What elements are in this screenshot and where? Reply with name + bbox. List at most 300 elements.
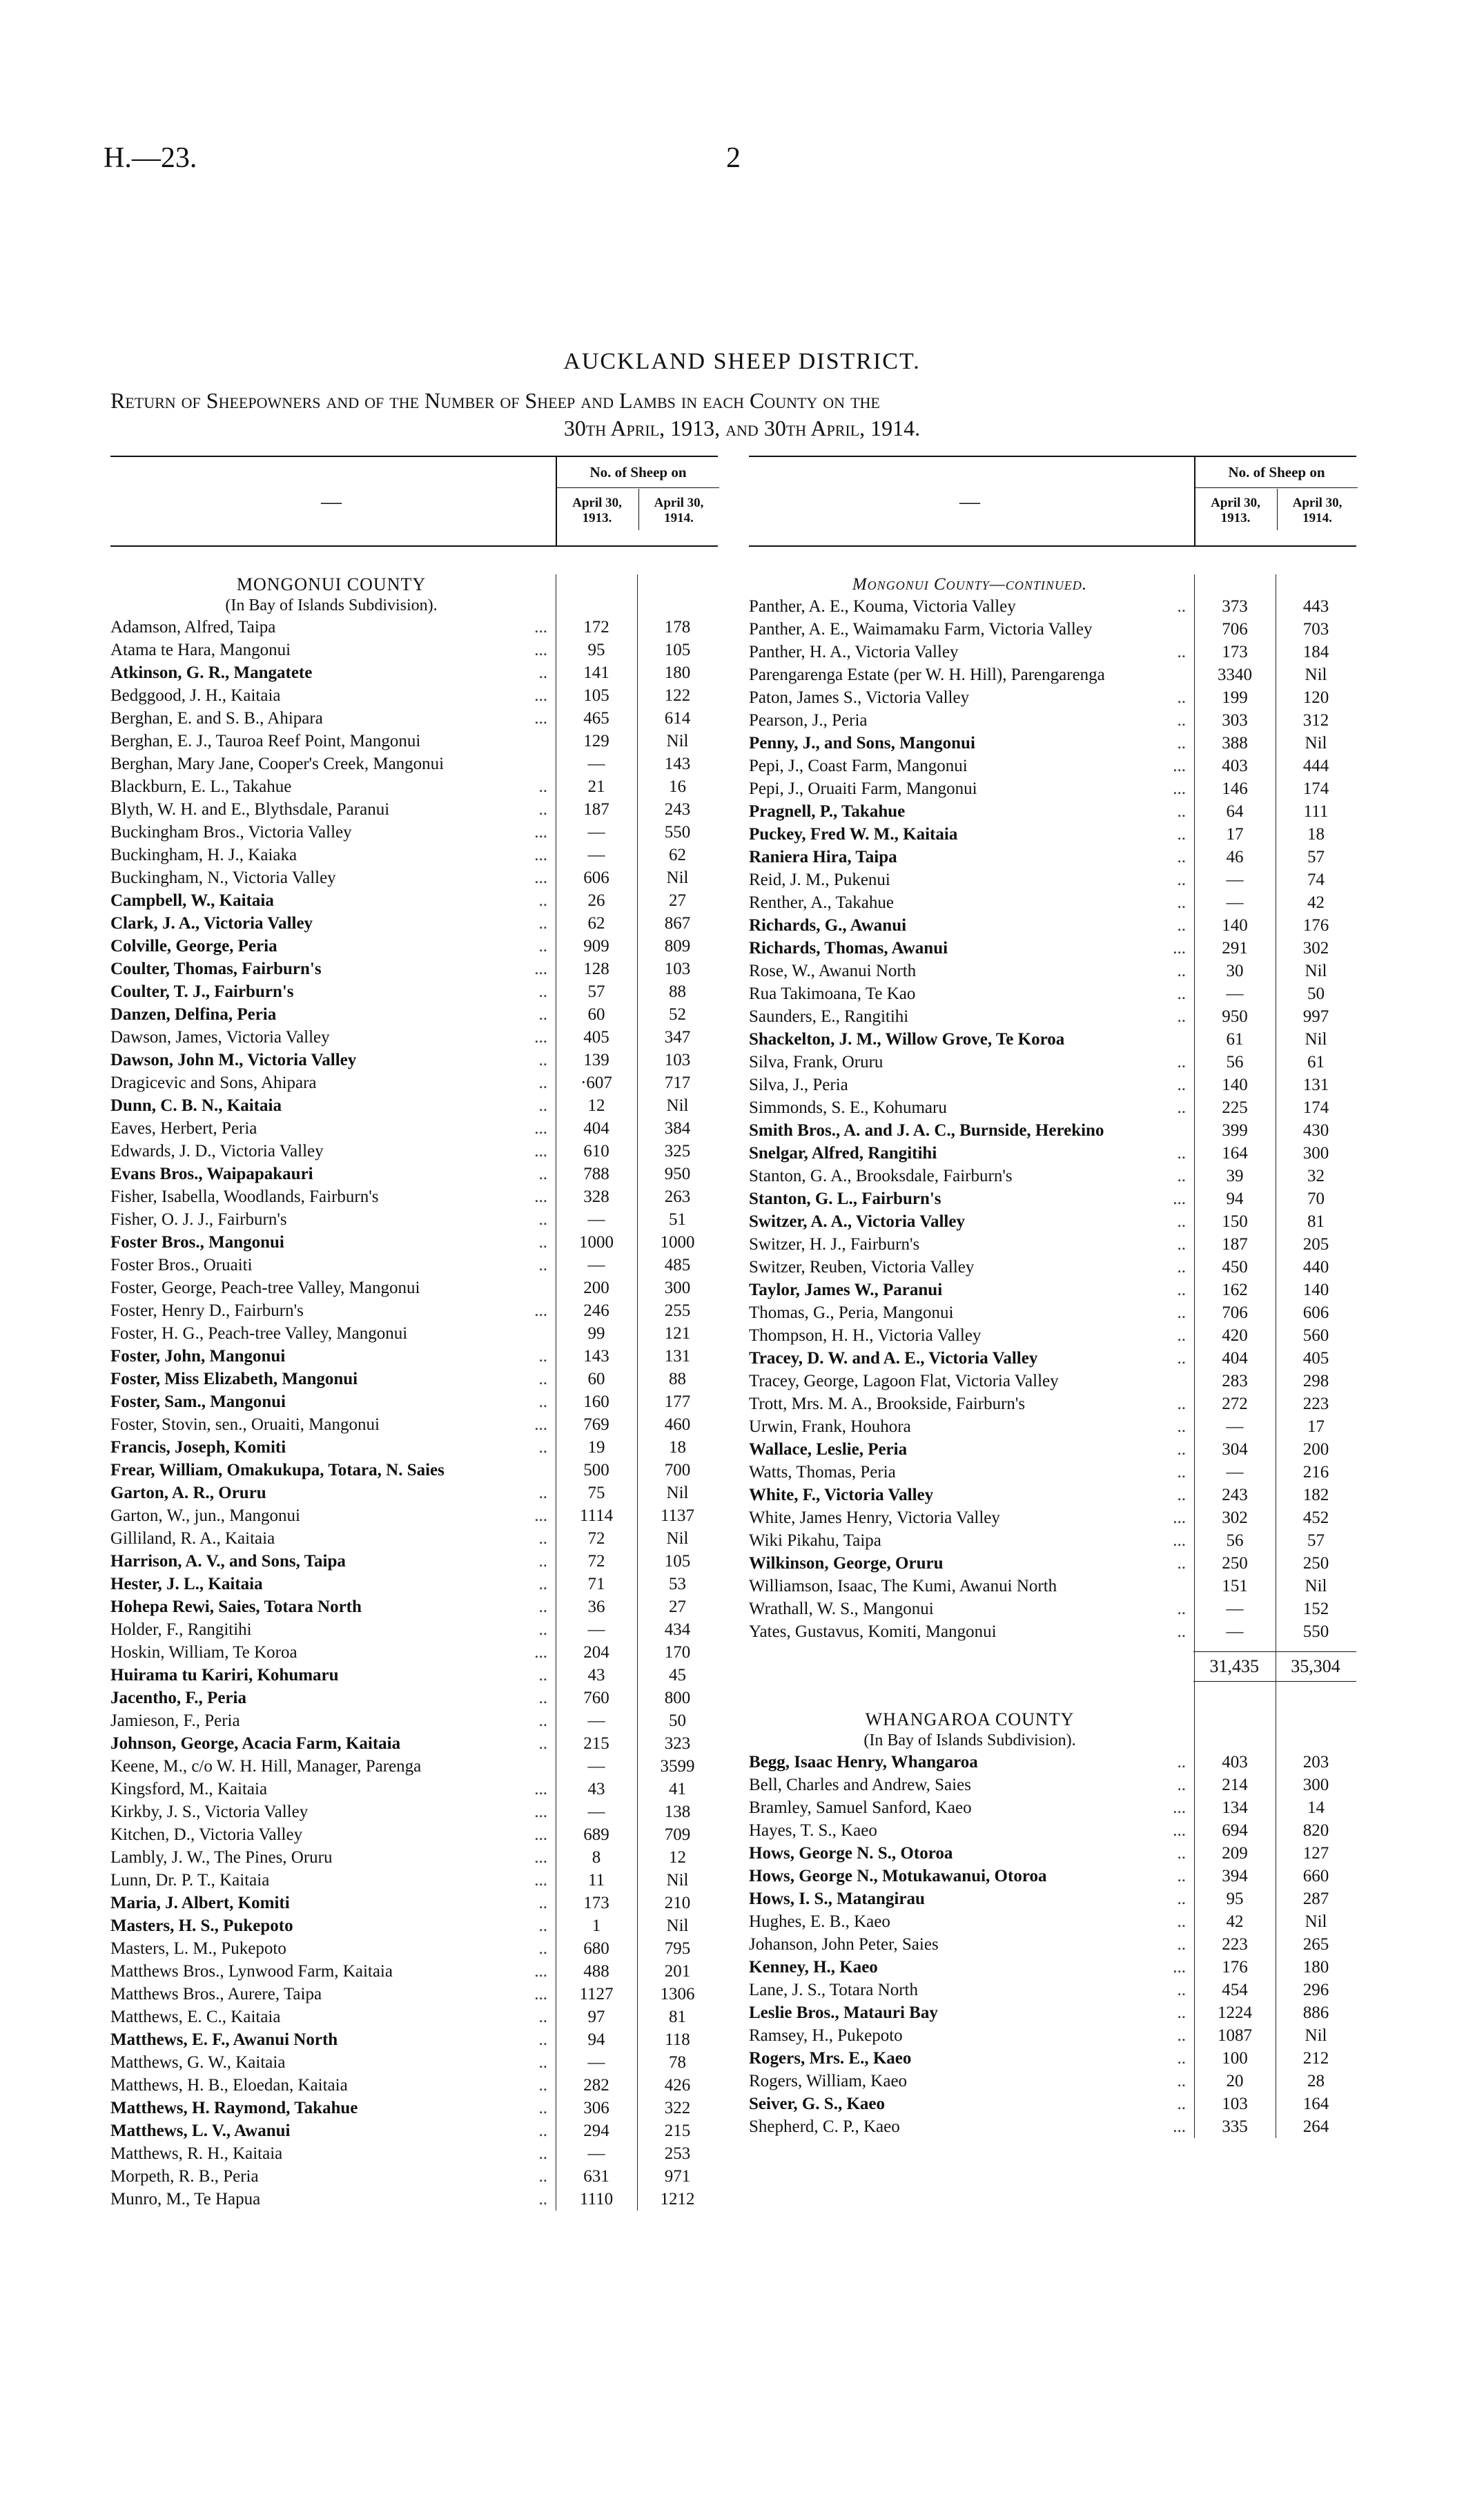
sheep-1914: 131: [1302, 1076, 1329, 1094]
leader-dots: ..: [538, 777, 547, 796]
sheep-1914: 550: [664, 823, 691, 842]
table-row: [749, 1301, 1356, 1324]
header-dash: —: [321, 490, 342, 513]
owner-name: Lunn, Dr. P. T., Kaitaia: [110, 1871, 270, 1890]
leader-dots: ...: [534, 1415, 547, 1434]
sheep-1913: 1114: [579, 1506, 614, 1525]
leader-dots: ..: [538, 1256, 547, 1274]
sheep-1913: 139: [583, 1051, 609, 1069]
sheep-1913: 71: [587, 1575, 605, 1593]
sheep-1913: 788: [583, 1165, 609, 1183]
sheep-1914: 88: [669, 1370, 686, 1388]
left-table-body: [110, 574, 718, 2211]
sheep-1913: 94: [587, 2030, 605, 2049]
leader-dots: ..: [538, 1347, 547, 1366]
sheep-1913: —: [587, 1711, 605, 1730]
table-row: [110, 1960, 718, 1983]
sheep-1914: 18: [1307, 825, 1325, 844]
table-row: [110, 1390, 718, 1413]
leader-dots: ..: [1177, 962, 1186, 980]
sheep-1913: 60: [587, 1370, 605, 1388]
owner-name: Harrison, A. V., and Sons, Taipa: [110, 1552, 346, 1571]
leader-dots: ..: [538, 1916, 547, 1935]
table-row: [749, 1620, 1356, 1643]
sheep-1914: 809: [664, 937, 691, 955]
sheep-1913: 694: [1222, 1821, 1248, 1840]
sheep-1913: 283: [1222, 1372, 1248, 1390]
owner-name: Clark, J. A., Victoria Valley: [110, 914, 313, 933]
table-row: [110, 730, 718, 753]
leader-dots: ...: [534, 1825, 547, 1844]
table-row: [749, 1347, 1356, 1370]
sheep-1913: 328: [583, 1187, 609, 1206]
table-row: [110, 889, 718, 912]
sheep-1914: 997: [1302, 1007, 1329, 1026]
sheep-1914: 51: [669, 1210, 686, 1229]
owner-name: Penny, J., and Sons, Mangonui: [749, 734, 975, 753]
owner-name: Danzen, Delfina, Peria: [110, 1005, 277, 1024]
table-row: [110, 616, 718, 639]
table-row: [110, 935, 718, 958]
owner-name: Huirama tu Kariri, Kohumaru: [110, 1666, 339, 1685]
leader-dots: [1161, 1575, 1186, 1598]
table-row: [110, 2028, 718, 2051]
table-row: [110, 1573, 718, 1595]
leader-dots: ..: [538, 982, 547, 1001]
leader-dots: ..: [538, 1894, 547, 1912]
sheep-1914: 176: [1302, 916, 1329, 935]
sheep-1914: 205: [1302, 1235, 1329, 1254]
sheep-1913: 134: [1222, 1798, 1248, 1817]
sheep-1914: Nil: [1305, 1577, 1327, 1595]
table-row: [110, 1823, 718, 1846]
sheep-1913: 97: [587, 2008, 605, 2026]
leader-dots: ...: [534, 1780, 547, 1798]
sheep-1914: 950: [664, 1165, 691, 1183]
header-group-title: No. of Sheep on: [1195, 457, 1358, 488]
owner-name: Pepi, J., Oruaiti Farm, Mangonui: [749, 779, 977, 798]
leader-dots: ...: [534, 1301, 547, 1320]
sheep-1913: 204: [583, 1643, 609, 1662]
leader-dots: ..: [538, 1210, 547, 1229]
owner-name: Richards, Thomas, Awanui: [749, 939, 948, 958]
sheep-1913: —: [1226, 984, 1244, 1003]
header-col-1913: April 30, 1913.: [572, 496, 622, 525]
sheep-1914: 210: [664, 1894, 691, 1912]
owner-name: Pragnell, P., Takahue: [749, 802, 906, 821]
table-row: [749, 1598, 1356, 1620]
leader-dots: ..: [538, 1666, 547, 1685]
leader-dots: ...: [534, 1643, 547, 1662]
table-row: [110, 2188, 718, 2211]
total-row: [749, 1651, 1356, 1682]
owner-name: Johanson, John Peter, Saies: [749, 1935, 939, 1954]
sheep-1914: 70: [1307, 1190, 1325, 1208]
sheep-1914: 105: [664, 1552, 691, 1571]
sheep-1913: 606: [583, 868, 609, 887]
sheep-1914: 122: [664, 686, 691, 705]
leader-dots: ...: [534, 846, 547, 864]
table-row: [110, 1778, 718, 1800]
owner-name: Snelgar, Alfred, Rangitihi: [749, 1144, 937, 1163]
table-row: [749, 1506, 1356, 1529]
sheep-1914: 170: [664, 1643, 691, 1662]
sheep-1914: 78: [669, 2053, 686, 2072]
owner-name: Buckingham, N., Victoria Valley: [110, 868, 336, 887]
sheep-1913: 105: [583, 686, 609, 705]
table-row: [749, 1370, 1356, 1392]
sheep-1913: —: [1226, 1463, 1244, 1482]
table-row: [749, 1552, 1356, 1575]
subtitle-line-2: 30th April, 1913, and 30th April, 1914.: [563, 416, 921, 440]
table-row: [110, 1322, 718, 1345]
leader-dots: ...: [534, 868, 547, 887]
section-title-continued: Mongonui County—continued.: [852, 575, 1088, 594]
table-row: [110, 1846, 718, 1869]
sheep-1913: 272: [1222, 1395, 1248, 1413]
leader-dots: ..: [1177, 1007, 1186, 1026]
leader-dots: ..: [538, 1074, 547, 1092]
table-row: [749, 823, 1356, 846]
sheep-1914: 105: [664, 641, 691, 659]
sheep-1914: 302: [1302, 939, 1329, 958]
sheep-1913: 243: [1222, 1486, 1248, 1504]
sheep-1913: —: [587, 1757, 605, 1776]
sheep-1913: 3340: [1218, 666, 1252, 684]
owner-name: Watts, Thomas, Peria: [749, 1463, 896, 1482]
owner-name: Garton, A. R., Oruru: [110, 1484, 266, 1502]
leader-dots: ..: [1177, 643, 1186, 661]
table-row: [749, 1910, 1356, 1933]
table-row: [749, 1575, 1356, 1598]
sheep-1914: Nil: [1305, 1912, 1327, 1931]
table-row: [749, 982, 1356, 1005]
leader-dots: ..: [538, 937, 547, 955]
sheep-1914: 120: [1302, 688, 1329, 707]
table-row: [110, 1983, 718, 2006]
sheep-1914: 216: [1302, 1463, 1329, 1482]
owner-name: Foster, Sam., Mangonui: [110, 1392, 286, 1411]
sheep-1913: —: [587, 1803, 605, 1821]
sheep-1913: —: [587, 2144, 605, 2163]
owner-name: Panther, A. E., Kouma, Victoria Valley: [749, 597, 1016, 616]
leader-dots: ...: [1173, 757, 1186, 775]
sheep-1914: 27: [669, 891, 686, 910]
owner-name: Urwin, Frank, Houhora: [749, 1417, 911, 1436]
sheep-1914: 264: [1302, 2117, 1329, 2136]
owner-name: Hows, George N., Motukawanui, Otoroa: [749, 1867, 1047, 1885]
table-row: [110, 1231, 718, 1254]
owner-name: Maria, J. Albert, Komiti: [110, 1894, 290, 1912]
leader-dots: ..: [538, 2076, 547, 2095]
sheep-1913: 20: [1226, 2072, 1244, 2090]
sheep-1913: —: [1226, 1417, 1244, 1436]
sheep-1913: 214: [1222, 1776, 1248, 1794]
sheep-1914: 298: [1302, 1372, 1329, 1390]
table-row: [749, 891, 1356, 914]
page-number: 2: [726, 142, 741, 174]
owner-name: Hayes, T. S., Kaeo: [749, 1821, 877, 1840]
sheep-1914: 287: [1302, 1890, 1329, 1908]
sheep-1914: 177: [664, 1392, 691, 1411]
sheep-1914: 127: [1302, 1844, 1329, 1863]
table-row: [110, 1869, 718, 1892]
sheep-1914: Nil: [666, 732, 689, 750]
sheep-1914: 212: [1302, 2049, 1329, 2068]
sheep-1913: 303: [1222, 711, 1248, 730]
leader-dots: ..: [1177, 1981, 1186, 1999]
table-row: [110, 1892, 718, 1914]
owner-name: Adamson, Alfred, Taipa: [110, 618, 276, 637]
sheep-1913: 187: [583, 800, 609, 819]
document-reference: H.—23.: [104, 142, 197, 174]
owner-name: Matthews, E. F., Awanui North: [110, 2030, 338, 2049]
owner-name: Matthews, H. Raymond, Takahue: [110, 2099, 358, 2117]
owner-name: Wiki Pikahu, Taipa: [749, 1531, 881, 1550]
sheep-1914: 243: [664, 800, 691, 819]
table-row: [749, 960, 1356, 982]
leader-dots: ...: [534, 960, 547, 978]
sheep-1914: 717: [664, 1074, 691, 1092]
sheep-1913: 140: [1222, 916, 1248, 935]
sheep-1914: 3599: [660, 1757, 695, 1776]
sheep-1913: 143: [583, 1347, 609, 1366]
table-row: [110, 775, 718, 798]
table-row: [749, 1819, 1356, 1842]
table-row: [110, 1482, 718, 1504]
sheep-1914: 300: [1302, 1144, 1329, 1163]
leader-dots: ..: [538, 2030, 547, 2049]
sheep-1914: 215: [664, 2122, 691, 2140]
sheep-1913: 164: [1222, 1144, 1248, 1163]
leader-dots: ..: [1177, 1912, 1186, 1931]
owner-name: Frear, William, Omakukupa, Totara, N. Saies: [110, 1461, 445, 1479]
leader-dots: ...: [534, 1142, 547, 1161]
table-row: [110, 1185, 718, 1208]
owner-name: Campbell, W., Kaitaia: [110, 891, 274, 910]
owner-name: Matthews, E. C., Kaitaia: [110, 2008, 281, 2026]
sheep-1913: 302: [1222, 1508, 1248, 1527]
sheep-1913: 146: [1222, 779, 1248, 798]
leader-dots: ..: [1177, 802, 1186, 821]
table-row: [749, 1933, 1356, 1956]
sheep-1913: 706: [1222, 620, 1248, 639]
sheep-1913: —: [1226, 893, 1244, 912]
owner-name: Silva, J., Peria: [749, 1076, 848, 1094]
owner-name: Foster, Miss Elizabeth, Mangonui: [110, 1370, 358, 1388]
leader-dots: ..: [538, 1370, 547, 1388]
table-row: [110, 639, 718, 661]
owner-name: Saunders, E., Rangitihi: [749, 1007, 909, 1026]
sheep-1913: 100: [1222, 2049, 1248, 2068]
sheep-1914: 103: [664, 1051, 691, 1069]
table-row: [749, 1956, 1356, 1979]
sheep-1914: 14: [1307, 1798, 1325, 1817]
sheep-1914: 426: [664, 2076, 691, 2095]
sheep-1913: 760: [583, 1689, 609, 1707]
sheep-1913: 282: [583, 2076, 609, 2095]
sheep-1913: 99: [587, 1324, 605, 1343]
leader-dots: ...: [534, 1119, 547, 1138]
owner-name: Yates, Gustavus, Komiti, Mangonui: [749, 1622, 997, 1641]
table-row: [110, 753, 718, 775]
leader-dots: ..: [1177, 1890, 1186, 1908]
table-row: [749, 755, 1356, 777]
sheep-1914: 81: [669, 2008, 686, 2026]
sheep-1913: 399: [1222, 1121, 1248, 1140]
owner-name: White, James Henry, Victoria Valley: [749, 1508, 1000, 1527]
sheep-1913: 39: [1226, 1167, 1244, 1185]
sheep-1914: 452: [1302, 1508, 1329, 1527]
sheep-1913: 403: [1222, 757, 1248, 775]
table-row: [749, 1119, 1356, 1142]
leader-dots: ...: [1173, 1958, 1186, 1977]
sheep-1914: 50: [669, 1711, 686, 1730]
table-row: [110, 1254, 718, 1276]
leader-dots: [523, 1755, 547, 1778]
leader-dots: ...: [1173, 1190, 1186, 1208]
table-row: [749, 1392, 1356, 1415]
leader-dots: [1161, 663, 1186, 686]
column-rule: [637, 574, 638, 2211]
sheep-1913: 405: [583, 1028, 609, 1047]
sheep-1913: 909: [583, 937, 609, 955]
sheep-1913: 404: [583, 1119, 609, 1138]
total-1914: 35,304: [1275, 1651, 1356, 1682]
leader-dots: ..: [1177, 1235, 1186, 1254]
table-row: [110, 1003, 718, 1026]
sheep-1913: 209: [1222, 1844, 1248, 1863]
sheep-1914: 18: [669, 1438, 686, 1457]
table-row: [110, 1550, 718, 1573]
sheep-1914: 201: [664, 1962, 691, 1981]
sheep-1914: 253: [664, 2144, 691, 2163]
sheep-1914: 178: [664, 618, 691, 637]
leader-dots: ..: [538, 1620, 547, 1639]
table-row: [749, 663, 1356, 686]
sheep-1914: 886: [1302, 2003, 1329, 2022]
owner-name: Dragicevic and Sons, Ahipara: [110, 1074, 317, 1092]
sheep-1913: 42: [1226, 1912, 1244, 1931]
leader-dots: ..: [1177, 2003, 1186, 2022]
owner-name: Atama te Hara, Mangonui: [110, 641, 291, 659]
owner-name: Thomas, G., Peria, Mangonui: [749, 1303, 954, 1322]
sheep-1913: 246: [583, 1301, 609, 1320]
table-row: [110, 1687, 718, 1709]
leader-dots: ..: [1177, 688, 1186, 707]
sheep-1913: 610: [583, 1142, 609, 1161]
leader-dots: ..: [538, 2144, 547, 2163]
owner-name: Edwards, J. D., Victoria Valley: [110, 1142, 324, 1161]
sheep-1914: 138: [664, 1803, 691, 1821]
sheep-1914: 42: [1307, 893, 1325, 912]
leader-dots: ...: [534, 1985, 547, 2003]
leader-dots: ..: [538, 1598, 547, 1616]
sheep-1913: 75: [587, 1484, 605, 1502]
leader-dots: ..: [538, 2122, 547, 2140]
leader-dots: ..: [1177, 1326, 1186, 1345]
sheep-1913: 46: [1226, 848, 1244, 866]
leader-dots: ..: [1177, 1076, 1186, 1094]
owner-name: Paton, James S., Victoria Valley: [749, 688, 970, 707]
sheep-1913: 176: [1222, 1958, 1248, 1977]
leader-dots: ..: [538, 1484, 547, 1502]
table-row: [110, 1755, 718, 1778]
owner-name: Wrathall, W. S., Mangonui: [749, 1600, 934, 1618]
sheep-1914: 795: [664, 1939, 691, 1958]
sheep-1913: 373: [1222, 597, 1248, 616]
sheep-1914: 164: [1302, 2095, 1329, 2113]
owner-name: Kitchen, D., Victoria Valley: [110, 1825, 303, 1844]
leader-dots: ..: [1177, 1281, 1186, 1299]
sheep-1914: 709: [664, 1825, 691, 1844]
sheep-1913: 215: [583, 1734, 609, 1753]
sheep-1914: 255: [664, 1301, 691, 1320]
sheep-1914: 434: [664, 1620, 691, 1639]
sheep-1913: 11: [587, 1871, 605, 1890]
sheep-1913: 72: [587, 1552, 605, 1571]
sheep-1913: 43: [587, 1780, 605, 1798]
sheep-1914: Nil: [1305, 666, 1327, 684]
owner-name: Wallace, Leslie, Peria: [749, 1440, 908, 1459]
owner-name: Francis, Joseph, Komiti: [110, 1438, 286, 1457]
leader-dots: ..: [538, 1529, 547, 1548]
leader-dots: ...: [534, 618, 547, 637]
sheep-1914: 57: [1307, 1531, 1325, 1550]
sheep-1913: 173: [1222, 643, 1248, 661]
leader-dots: ..: [538, 1392, 547, 1411]
sheep-1913: 151: [1222, 1577, 1248, 1595]
sheep-1913: —: [587, 1210, 605, 1229]
owner-name: Williamson, Isaac, The Kumi, Awanui North: [749, 1577, 1057, 1595]
sheep-1914: Nil: [666, 1916, 689, 1935]
sheep-1913: 56: [1226, 1531, 1244, 1550]
table-row: [110, 2165, 718, 2188]
leader-dots: ..: [1177, 597, 1186, 616]
owner-name: Jamieson, F., Peria: [110, 1711, 240, 1730]
owner-name: Parengarenga Estate (per W. H. Hill), Parengarenga: [749, 666, 1105, 684]
leader-dots: ..: [1177, 1303, 1186, 1322]
table-row: [110, 2097, 718, 2119]
table-row: [749, 914, 1356, 937]
sheep-1913: 95: [1226, 1890, 1244, 1908]
sheep-1914: Nil: [1305, 1030, 1327, 1049]
sheep-1914: 57: [1307, 848, 1325, 866]
leader-dots: ...: [534, 1803, 547, 1821]
header-col-1913: April 30, 1913.: [1211, 496, 1260, 525]
section-subtitle: (In Bay of Islands Subdivision).: [225, 596, 438, 614]
table-row: [749, 1028, 1356, 1051]
right-rows: [749, 595, 1356, 1643]
sheep-1914: Nil: [1305, 962, 1327, 980]
sheep-1913: 140: [1222, 1076, 1248, 1094]
table-row: [749, 1461, 1356, 1484]
owner-name: Matthews, R. H., Kaitaia: [110, 2144, 283, 2163]
table-header: [749, 456, 1356, 547]
leader-dots: ..: [1177, 1622, 1186, 1641]
table-row: [110, 2051, 718, 2074]
table-row: [110, 1709, 718, 1732]
owner-name: Shepherd, C. P., Kaeo: [749, 2117, 900, 2136]
leader-dots: ..: [1177, 734, 1186, 753]
sheep-1914: 347: [664, 1028, 691, 1047]
owner-name: Richards, G., Awanui: [749, 916, 907, 935]
owner-name: Smith Bros., A. and J. A. C., Burnside, Herekino: [749, 1121, 1104, 1140]
sheep-1914: 325: [664, 1142, 691, 1161]
table-row: [749, 1005, 1356, 1028]
left-column-table: [110, 456, 718, 2211]
table-row: [749, 800, 1356, 823]
